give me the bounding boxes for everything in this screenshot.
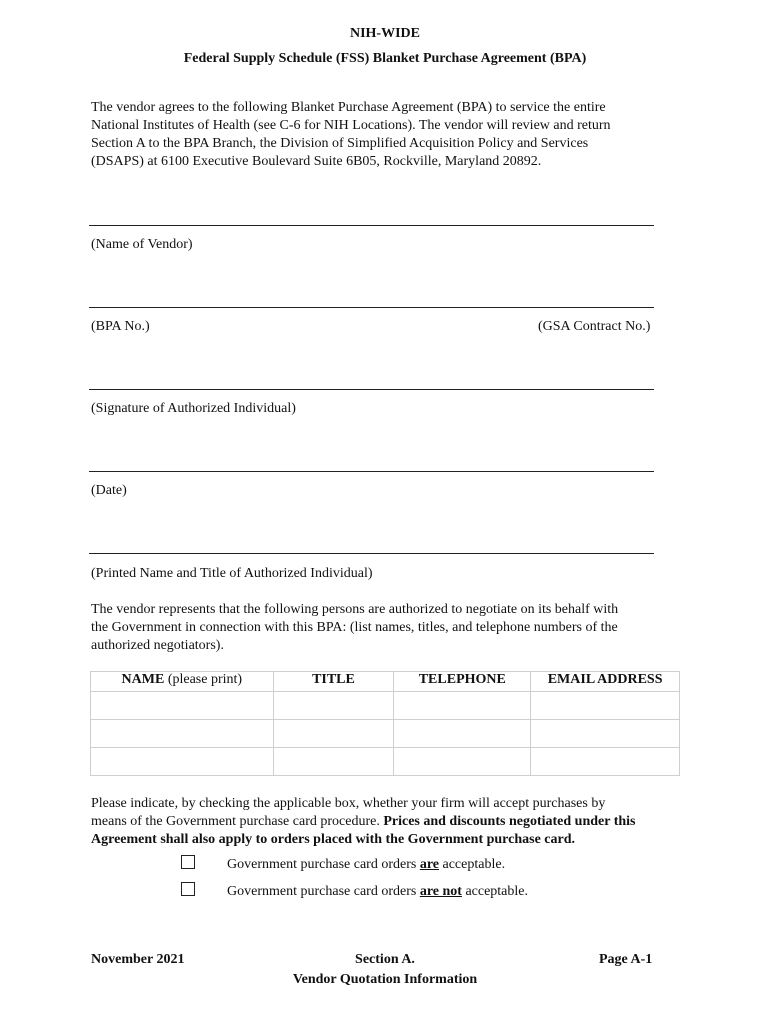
email-cell[interactable] bbox=[531, 692, 680, 720]
table-header-row bbox=[91, 672, 680, 692]
signature-label: (Signature of Authorized Individual) bbox=[91, 401, 296, 416]
purchase-card-line: means of the Government purchase card procedure. Prices and discounts negotiated under this bbox=[91, 814, 636, 829]
negotiators-line: authorized negotiators). bbox=[91, 638, 224, 653]
column-header-email: EMAIL ADDRESS bbox=[531, 672, 680, 692]
title-cell[interactable] bbox=[273, 720, 394, 748]
telephone-cell[interactable] bbox=[394, 692, 531, 720]
purchase-card-paragraph bbox=[91, 795, 681, 849]
bpa-number-label: (BPA No.) bbox=[91, 319, 150, 334]
title-cell[interactable] bbox=[273, 748, 394, 776]
table-row bbox=[91, 720, 680, 748]
negotiators-paragraph bbox=[91, 601, 681, 655]
table-row bbox=[91, 692, 680, 720]
column-header-title: TITLE bbox=[273, 672, 394, 692]
date-line[interactable] bbox=[89, 471, 654, 472]
purchase-card-line: Agreement shall also apply to orders placed with the Government purchase card. bbox=[91, 832, 576, 847]
decline-card-option-label: Government purchase card orders are not acceptable. bbox=[227, 884, 528, 899]
footer-section: Section A. bbox=[355, 952, 415, 967]
date-label: (Date) bbox=[91, 483, 127, 498]
name-cell[interactable] bbox=[91, 720, 274, 748]
intro-line: National Institutes of Health (see C-6 for NIH Locations). The vendor will review and return bbox=[91, 118, 611, 133]
printed-name-label: (Printed Name and Title of Authorized Individual) bbox=[91, 566, 373, 581]
purchase-card-line: Please indicate, by checking the applicable box, whether your firm will accept purchases by bbox=[91, 796, 606, 811]
gsa-contract-label: (GSA Contract No.) bbox=[538, 319, 651, 334]
telephone-cell[interactable] bbox=[394, 748, 531, 776]
title-cell[interactable] bbox=[273, 692, 394, 720]
column-header-telephone: TELEPHONE bbox=[394, 672, 531, 692]
accept-card-option-label: Government purchase card orders are acceptable. bbox=[227, 857, 506, 872]
email-cell[interactable] bbox=[531, 720, 680, 748]
telephone-cell[interactable] bbox=[394, 720, 531, 748]
vendor-name-line[interactable] bbox=[89, 225, 654, 226]
vendor-name-label: (Name of Vendor) bbox=[91, 237, 193, 252]
accept-card-checkbox[interactable] bbox=[181, 855, 195, 869]
negotiators-table bbox=[90, 671, 680, 776]
intro-paragraph bbox=[91, 99, 681, 171]
bpa-number-line[interactable] bbox=[89, 307, 654, 308]
column-header-name: NAME (please print) bbox=[91, 672, 274, 692]
footer-page-number: Page A-1 bbox=[599, 952, 653, 967]
signature-line[interactable] bbox=[89, 389, 654, 390]
intro-line: The vendor agrees to the following Blanket Purchase Agreement (BPA) to service the entire bbox=[91, 100, 606, 115]
decline-card-checkbox[interactable] bbox=[181, 882, 195, 896]
negotiators-line: The vendor represents that the following persons are authorized to negotiate on its behalf with bbox=[91, 602, 619, 617]
table-row bbox=[91, 748, 680, 776]
footer-date: November 2021 bbox=[91, 952, 185, 967]
name-cell[interactable] bbox=[91, 692, 274, 720]
doc-title: NIH-WIDE bbox=[349, 26, 420, 41]
email-cell[interactable] bbox=[531, 748, 680, 776]
intro-line: (DSAPS) at 6100 Executive Boulevard Suite 6B05, Rockville, Maryland 20892. bbox=[91, 154, 542, 169]
doc-subtitle: Federal Supply Schedule (FSS) Blanket Purchase Agreement (BPA) bbox=[183, 51, 587, 66]
negotiators-line: the Government in connection with this BPA: (list names, titles, and telephone numbers of the bbox=[91, 620, 618, 635]
intro-line: Section A to the BPA Branch, the Division of Simplified Acquisition Policy and Services bbox=[91, 136, 589, 151]
footer-section-subtitle: Vendor Quotation Information bbox=[292, 972, 478, 987]
name-cell[interactable] bbox=[91, 748, 274, 776]
printed-name-line[interactable] bbox=[89, 553, 654, 554]
